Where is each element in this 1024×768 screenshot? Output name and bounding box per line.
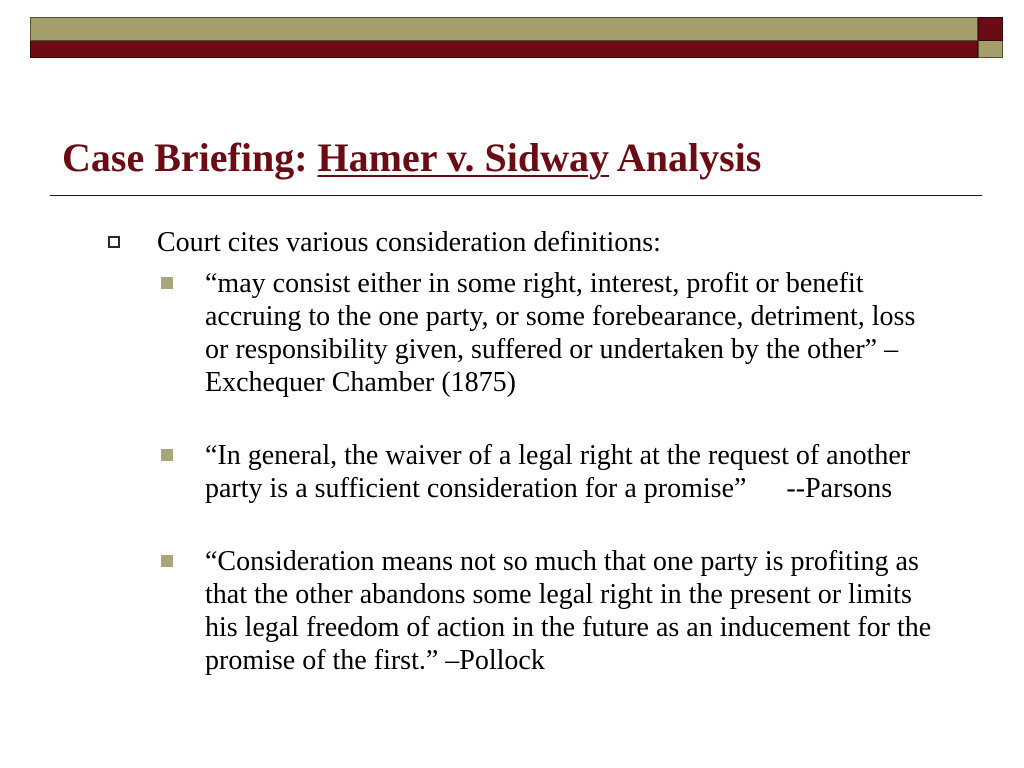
main-bullet: Court cites various consideration definitions: — [157, 227, 661, 258]
header-square-olive — [978, 41, 1003, 58]
title-divider — [50, 195, 982, 196]
title-case-name: Hamer v. Sidway — [317, 135, 610, 180]
square-bullet-icon — [161, 555, 173, 567]
parsons-attribution: --Parsons — [786, 473, 893, 504]
slide-title — [62, 133, 761, 183]
header-square-maroon — [978, 17, 1003, 41]
header-band-maroon — [30, 41, 978, 58]
sub-bullet-pollock: “Consideration means not so much that one party is profiting as that the other abandons some legal right in the present or limits his legal freedom of action in the future as an inducement for the promise of the first.” –Pollock — [205, 546, 932, 676]
title-prefix: Case Briefing: — [62, 135, 318, 180]
hollow-square-bullet-icon — [108, 236, 120, 248]
square-bullet-icon — [161, 277, 173, 289]
header-band-olive — [30, 17, 978, 41]
sub-bullet-exchequer: “may consist either in some right, interest, profit or benefit accruing to the one party, or some forebearance, detriment, loss or responsibility given, suffered or undertaken by the other” –Exchequer Chamber (1875) — [205, 268, 916, 398]
parsons-quote: “In general, the waiver of a legal right at the request of another party is a sufficient consideration for a promise” — [205, 440, 911, 504]
square-bullet-icon — [161, 449, 173, 461]
title-suffix: Analysis — [609, 135, 762, 180]
sub-bullet-parsons — [205, 439, 940, 505]
